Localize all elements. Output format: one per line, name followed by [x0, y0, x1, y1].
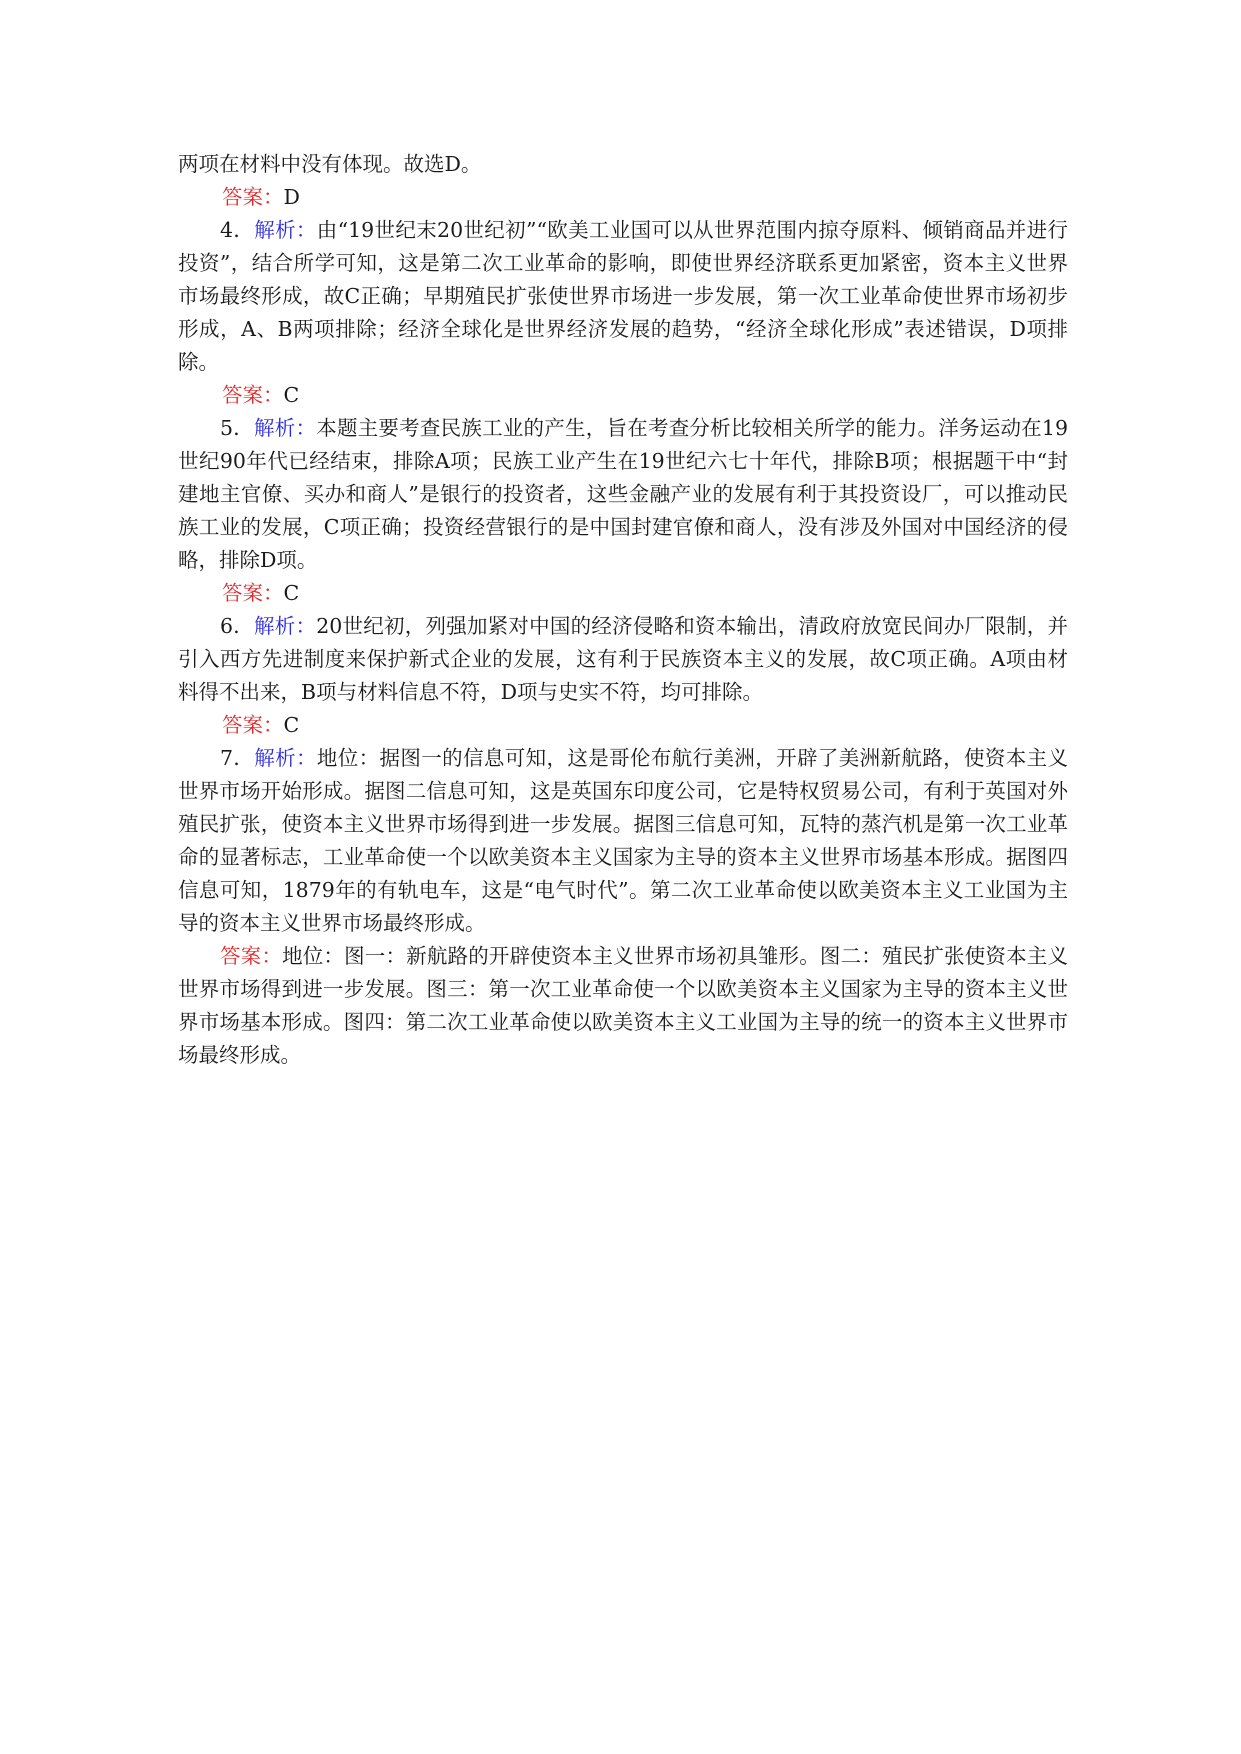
- intro-text: 两项在材料中没有体现。故选D。: [178, 152, 482, 176]
- answer-value: C: [283, 581, 300, 605]
- question-5-analysis: [178, 412, 1068, 577]
- intro-answer: [178, 181, 1068, 214]
- question-number: 6．: [220, 614, 255, 638]
- analysis-label: 解析：: [254, 416, 317, 440]
- question-number: 4．: [220, 218, 255, 242]
- question-6-analysis: [178, 610, 1068, 709]
- analysis-label: 解析：: [254, 218, 317, 242]
- analysis-text: 本题主要考查民族工业的产生，旨在考查分析比较相关所学的能力。洋务运动在19世纪90年代已经结束，排除A项；民族工业产生在19世纪六七十年代，排除B项；根据题干中“封建地主官僚、买办和商人”是银行的投资者，这些金融产业的发展有利于其投资设厂，可以推动民族工业的发展，C项正确；投资经营银行的是中国封建官僚和商人，没有涉及外国对中国经济的侵略，排除D项。: [178, 416, 1068, 572]
- analysis-label: 解析：: [254, 614, 317, 638]
- answer-key-content: [178, 148, 1068, 1072]
- analysis-text: 地位：据图一的信息可知，这是哥伦布航行美洲，开辟了美洲新航路，使资本主义世界市场开始形成。据图二信息可知，这是英国东印度公司，它是特权贸易公司，有利于英国对外殖民扩张，使资本主义世界市场得到进一步发展。据图三信息可知，瓦特的蒸汽机是第一次工业革命的显著标志，工业革命使一个以欧美资本主义国家为主导的资本主义世界市场基本形成。据图四信息可知，1879年的有轨电车，这是“电气时代”。第二次工业革命使以欧美资本主义工业国为主导的资本主义世界市场最终形成。: [178, 746, 1069, 935]
- analysis-label: 解析：: [254, 746, 317, 770]
- analysis-text: 20世纪初，列强加紧对中国的经济侵略和资本输出，清政府放宽民间办厂限制，并引入西方先进制度来保护新式企业的发展，这有利于民族资本主义的发展，故C项正确。A项由材料得不出来，B项与材料信息不符，D项与史实不符，均可排除。: [178, 614, 1068, 704]
- question-7-answer: [178, 940, 1068, 1072]
- answer-label: 答案：: [222, 383, 284, 407]
- question-number: 5．: [220, 416, 255, 440]
- question-number: 7．: [220, 746, 255, 770]
- answer-value: C: [283, 383, 300, 407]
- question-6-answer: [178, 709, 1068, 742]
- answer-label: 答案：: [222, 185, 284, 209]
- answer-value: C: [283, 713, 300, 737]
- answer-value: 地位：图一：新航路的开辟使资本主义世界市场初具雏形。图二：殖民扩张使资本主义世界市场得到进一步发展。图三：第一次工业革命使一个以欧美资本主义国家为主导的资本主义世界市场基本形成。图四：第二次工业革命使以欧美资本主义工业国为主导的统一的资本主义世界市场最终形成。: [178, 944, 1068, 1067]
- question-7-analysis: [178, 742, 1068, 940]
- question-5-answer: [178, 577, 1068, 610]
- analysis-text: 由“19世纪末20世纪初”“欧美工业国可以从世界范围内掠夺原料、倾销商品并进行投资”，结合所学可知，这是第二次工业革命的影响，即使世界经济联系更加紧密，资本主义世界市场最终形成，故C正确；早期殖民扩张使世界市场进一步发展，第一次工业革命使世界市场初步形成，A、B两项排除；经济全球化是世界经济发展的趋势，“经济全球化形成”表述错误，D项排除。: [178, 218, 1068, 374]
- question-4-analysis: [178, 214, 1068, 379]
- intro-paragraph: [178, 148, 1068, 181]
- question-4-answer: [178, 379, 1068, 412]
- answer-label: 答案：: [220, 944, 283, 968]
- answer-label: 答案：: [222, 713, 284, 737]
- answer-label: 答案：: [222, 581, 284, 605]
- answer-value: D: [283, 185, 300, 209]
